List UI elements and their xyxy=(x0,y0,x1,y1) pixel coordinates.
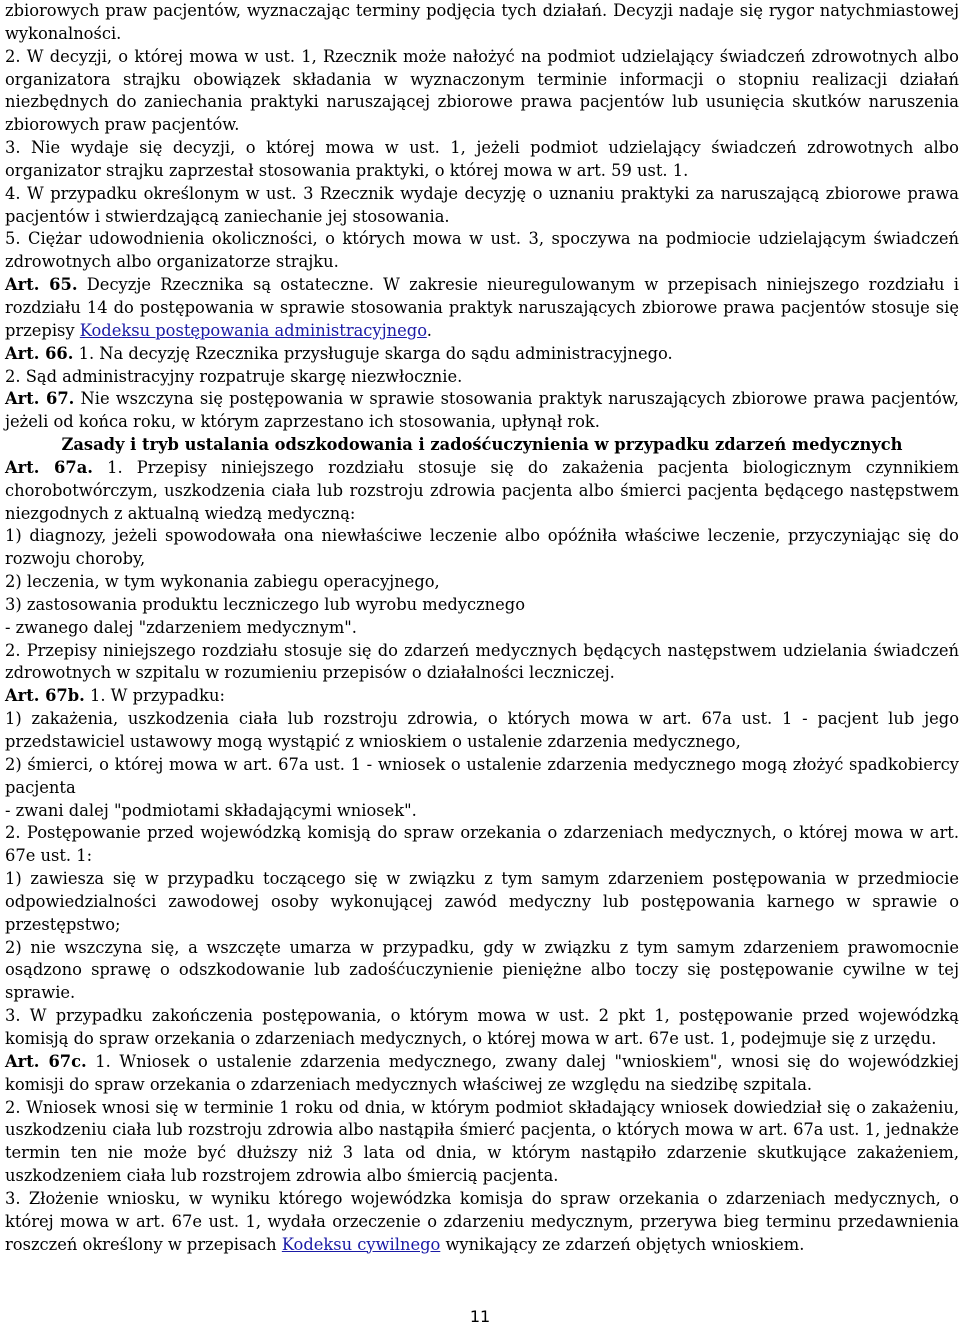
paragraph xyxy=(5,617,959,640)
paragraph-text: 2. Przepisy niniejszego rozdziału stosuje się do zdarzeń medycznych będących następstwem udzielania świadczeń zdrowotnych w szpitalu w rozumieniu przepisów o działalności leczniczej. xyxy=(5,640,959,683)
paragraph-text: . xyxy=(426,320,432,340)
article-number: Art. 67b. xyxy=(5,686,85,706)
paragraph-text: - zwani dalej "podmiotami składającymi wniosek". xyxy=(5,800,417,820)
paragraph-text: 4. W przypadku określonym w ust. 3 Rzecznik wydaje decyzję o uznaniu praktyki za naruszającą zbiorowe prawa pacjentów i stwierdzającą zaniechanie jej stosowania. xyxy=(5,183,959,226)
paragraph-text: 1. Na decyzję Rzecznika przysługuje skarga do sądu administracyjnego. xyxy=(73,343,673,363)
paragraph-text: Zasady i tryb ustalania odszkodowania i zadośćuczynienia w przypadku zdarzeń medycznych xyxy=(61,435,903,455)
section-heading xyxy=(5,434,959,457)
paragraph xyxy=(5,183,959,229)
paragraph-text: 3. Złożenie wniosku, w wyniku którego wojewódzka komisja do spraw orzekania o zdarzeniach medycznych, o której mowa w art. 67e ust. 1, wydała orzeczenie o zdarzeniu medycznym, przerywa bieg terminu przedawnienia roszczeń określony w przepisach xyxy=(5,1188,959,1254)
paragraph xyxy=(5,868,959,937)
paragraph-text: Decyzje Rzecznika są ostateczne. W zakresie nieuregulowanym w przepisach niniejszego rozdziału i rozdziału 14 do postępowania w sprawie stosowania praktyk naruszających zbiorowe prawa pacjentów stosuje się przepisy xyxy=(5,275,959,340)
law-link[interactable]: Kodeksu postępowania administracyjnego xyxy=(79,320,427,340)
paragraph-text: 2) leczenia, w tym wykonania zabiegu operacyjnego, xyxy=(5,572,440,592)
paragraph xyxy=(5,228,959,274)
paragraph-text: 5. Ciężar udowodnienia okoliczności, o których mowa w ust. 3, spoczywa na podmiocie udzielającym świadczeń zdrowotnych albo organizatorze strajku. xyxy=(5,229,959,272)
paragraph xyxy=(5,343,959,366)
paragraph xyxy=(5,1005,959,1051)
paragraph xyxy=(5,457,959,526)
article-number: Art. 66. xyxy=(5,343,74,363)
law-link[interactable]: Kodeksu cywilnego xyxy=(281,1234,441,1254)
paragraph xyxy=(5,571,959,594)
paragraph xyxy=(5,366,959,389)
document-page xyxy=(5,0,959,1256)
paragraph-text: 2. Sąd administracyjny rozpatruje skargę niezwłocznie. xyxy=(5,366,463,386)
paragraph xyxy=(5,685,959,708)
paragraph xyxy=(5,800,959,823)
paragraph xyxy=(5,46,959,137)
paragraph-text: 2) nie wszczyna się, a wszczęte umarza w przypadku, gdy w związku z tym samym zdarzeniem prawomocnie osądzono sprawę o odszkodowanie lub zadośćuczynienie pieniężne albo toczy się postępowanie cywilne w tej sprawie. xyxy=(5,937,959,1003)
paragraph xyxy=(5,525,959,571)
article-number: Art. 67. xyxy=(5,389,75,409)
paragraph-text: - zwanego dalej "zdarzeniem medycznym". xyxy=(5,617,357,637)
paragraph xyxy=(5,754,959,800)
paragraph-text: 1. Wniosek o ustalenie zdarzenia medycznego, zwany dalej "wnioskiem", wnosi się do wojewódzkiej komisji do spraw orzekania o zdarzeniach medycznych właściwej ze względu na siedzibę szpitala. xyxy=(5,1051,959,1094)
paragraph-text: Nie wszczyna się postępowania w sprawie stosowania praktyk naruszających zbiorowe prawa pacjentów, jeżeli od końca roku, w którym zaprzestano ich stosowania, upłynął rok. xyxy=(5,389,959,432)
article-number: Art. 67a. xyxy=(5,457,93,477)
paragraph-text: 1) diagnozy, jeżeli spowodowała ona niewłaściwe leczenie albo opóźniła właściwe leczenie, przyczyniając się do rozwoju choroby, xyxy=(5,526,959,569)
paragraph xyxy=(5,388,959,434)
paragraph xyxy=(5,1188,959,1257)
paragraph-text: 1) zakażenia, uszkodzenia ciała lub rozstroju zdrowia, o których mowa w art. 67a ust. 1 - pacjent lub jego przedstawiciel ustawowy mogą wystąpić z wnioskiem o ustalenie zdarzenia medycznego, xyxy=(5,709,959,751)
page-number: 11 xyxy=(469,1307,491,1326)
paragraph-text: 1. W przypadku: xyxy=(84,686,225,706)
paragraph-text: zbiorowych praw pacjentów, wyznaczając terminy podjęcia tych działań. Decyzji nadaje się rygor natychmiastowej wykonalności. xyxy=(5,1,959,43)
paragraph-text: wynikający ze zdarzeń objętych wnioskiem. xyxy=(440,1234,805,1254)
paragraph-text: 2. Postępowanie przed wojewódzką komisją do spraw orzekania o zdarzeniach medycznych, o której mowa w art. 67e ust. 1: xyxy=(5,823,959,866)
paragraph xyxy=(5,1097,959,1188)
paragraph xyxy=(5,0,959,46)
paragraph-text: 3. Nie wydaje się decyzji, o której mowa w ust. 1, jeżeli podmiot udzielający świadczeń zdrowotnych albo organizator strajku zaprzestał stosowania praktyki, o której mowa w art. 59 ust. 1. xyxy=(5,138,959,180)
paragraph xyxy=(5,640,959,686)
paragraph-text: 3. W przypadku zakończenia postępowania, o którym mowa w ust. 2 pkt 1, postępowanie przed wojewódzką komisją do spraw orzekania o zdarzeniach medycznych, o której mowa w art. 67e ust. 1, podejmuje się z urzędu. xyxy=(5,1006,959,1048)
paragraph-text: 1. Przepisy niniejszego rozdziału stosuje się do zakażenia pacjenta biologicznym czynnikiem chorobotwórczym, uszkodzenia ciała lub rozstroju zdrowia pacjenta albo śmierci pacjenta będącego następstwem niezgodnych z aktualną wiedzą medyczną: xyxy=(5,457,959,523)
article-number: Art. 67c. xyxy=(5,1051,87,1071)
paragraph xyxy=(5,708,959,754)
paragraph-text: 1) zawiesza się w przypadku toczącego się w związku z tym samym zdarzeniem postępowania w przedmiocie odpowiedzialności zawodowej osoby wykonującej zawód medyczny lub postępowania karnego w sprawie o przestępstwo; xyxy=(5,869,959,934)
paragraph-text: 2. W decyzji, o której mowa w ust. 1, Rzecznik może nałożyć na podmiot udzielający świadczeń zdrowotnych albo organizatora strajku obowiązek składania w wyznaczonym terminie informacji o stopniu realizacji działań niezbędnych do zaniechania praktyki naruszającej zbiorowe prawa pacjentów lub usunięcia skutków naruszenia zbiorowych praw pacjentów. xyxy=(5,46,959,135)
paragraph-text: 2) śmierci, o której mowa w art. 67a ust. 1 - wniosek o ustalenie zdarzenia medycznego mogą złożyć spadkobiercy pacjenta xyxy=(5,754,959,797)
paragraph xyxy=(5,1051,959,1097)
paragraph xyxy=(5,937,959,1006)
paragraph xyxy=(5,594,959,617)
article-number: Art. 65. xyxy=(5,275,78,295)
paragraph-text: 2. Wniosek wnosi się w terminie 1 roku od dnia, w którym podmiot składający wniosek dowiedział się o zakażeniu, uszkodzeniu ciała lub rozstroju zdrowia albo nastąpiła śmierć pacjenta, o których mowa w art. 67a ust. 1, jednakże termin ten nie może być dłuższy niż 3 lata od dnia, w którym nastąpiło zdarzenie skutkujące zakażeniem, uszkodzeniem ciała lub rozstrojem zdrowia albo śmiercią pacjenta. xyxy=(5,1097,959,1186)
paragraph-text: 3) zastosowania produktu leczniczego lub wyrobu medycznego xyxy=(5,594,526,614)
paragraph xyxy=(5,822,959,868)
paragraph xyxy=(5,274,959,343)
paragraph xyxy=(5,137,959,183)
